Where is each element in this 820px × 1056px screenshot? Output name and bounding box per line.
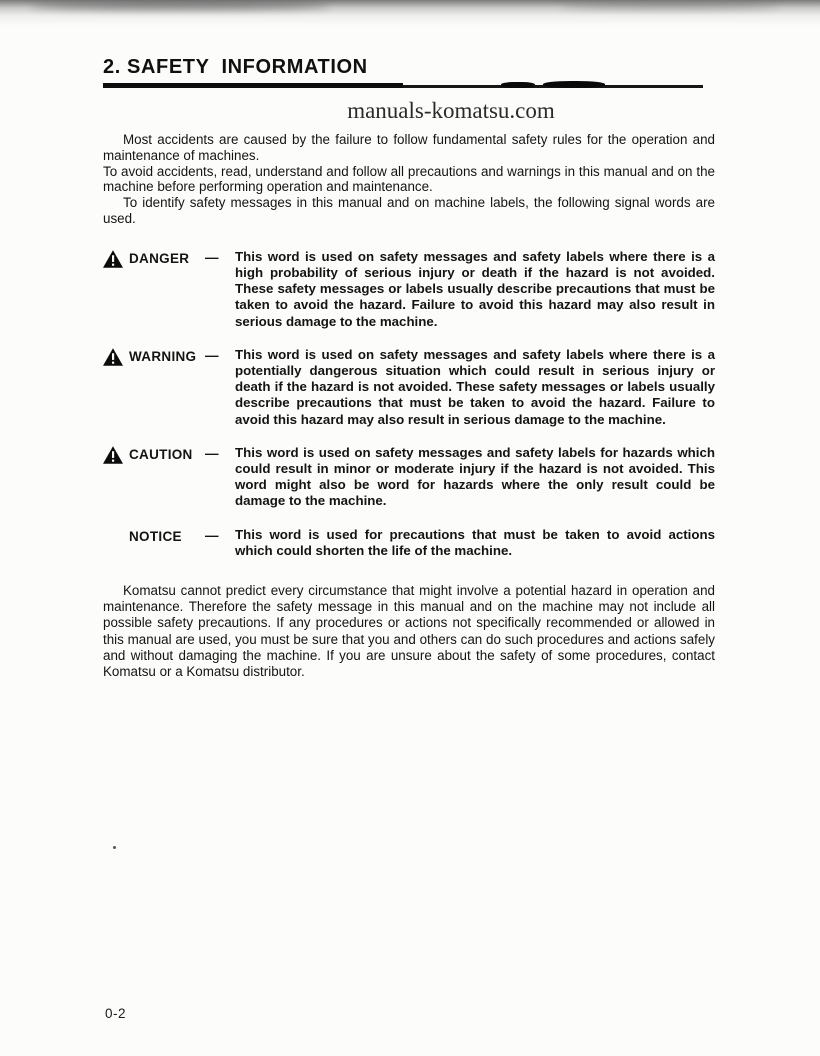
icon-slot-empty (103, 527, 129, 528)
signal-row-notice (103, 527, 715, 559)
page-title: 2. SAFETY INFORMATION (103, 56, 368, 78)
page-content (103, 56, 715, 680)
signal-description: This word is used for precautions that must be taken to avoid actions which could shorten the life of the machine. (235, 526, 715, 558)
closing-paragraph: Komatsu cannot predict every circumstance that might involve a potential hazard in operation and maintenance. Therefore the safety message in this manual and on the machine may not include all possible safety precautions. If any procedures or actions not specifically recommended or allowed in this manual are used, you must be sure that you and others can do such procedures and actions safely and without damaging the machine. If you are unsure about the safety of some procedures, contact Komatsu or a Komatsu distributor. (103, 583, 715, 680)
intro-section (103, 132, 715, 227)
watermark-text: manuals-komatsu.com (347, 98, 555, 123)
signal-row-caution (103, 445, 715, 510)
scan-smudge-right (560, 3, 780, 9)
intro-paragraph: To identify safety messages in this manual and on machine labels, the following signal words are used. (103, 195, 715, 226)
signal-description: This word is used on safety messages and safety labels where there is a potentially dangerous situation which could result in serious injury or death if the hazard is not avoided. These safety messages or labels usually describe precautions that must be taken to avoid the hazard. Failure to avoid this hazard may also result in serious damage to the machine. (235, 346, 715, 427)
signal-row-warning (103, 347, 715, 428)
scan-blob (543, 81, 605, 88)
scan-smudge-left (30, 2, 330, 10)
title-underline (103, 82, 703, 88)
separator-dash: — (205, 527, 219, 543)
intro-paragraph: To avoid accidents, read, understand and follow all precautions and warnings in this manual and on the machine before performing operation and maintenance. (103, 163, 715, 195)
title-underline-thick (103, 83, 403, 88)
scan-dot-artifact (113, 846, 116, 849)
scan-blob (501, 82, 535, 88)
signal-word-list (103, 249, 715, 559)
signal-description: This word is used on safety messages and safety labels where there is a high probability of serious injury or death if the hazard is not avoided. These safety messages or labels usually describe precautions that must be taken to avoid the hazard. Failure to avoid this hazard may also result in serious damage to the machine. (235, 248, 715, 329)
page-number: 0-2 (105, 1006, 127, 1021)
signal-description: This word is used on safety messages and safety labels for hazards which could result in minor or moderate injury if the hazard is not avoided. This word might also be word for hazards where the only result could be damage to the machine. (235, 444, 715, 509)
warning-triangle-icon (103, 347, 129, 371)
separator-dash: — (205, 249, 219, 265)
warning-triangle-icon (103, 249, 129, 273)
separator-dash: — (205, 347, 219, 363)
signal-label: NOTICE (129, 528, 182, 544)
signal-row-danger (103, 249, 715, 330)
intro-paragraph: Most accidents are caused by the failure to follow fundamental safety rules for the operation and maintenance of machines. (103, 132, 715, 163)
separator-dash: — (205, 445, 219, 461)
signal-label: CAUTION (129, 446, 193, 462)
signal-label: WARNING (129, 348, 197, 364)
signal-label: DANGER (129, 250, 190, 266)
warning-triangle-icon (103, 445, 129, 469)
